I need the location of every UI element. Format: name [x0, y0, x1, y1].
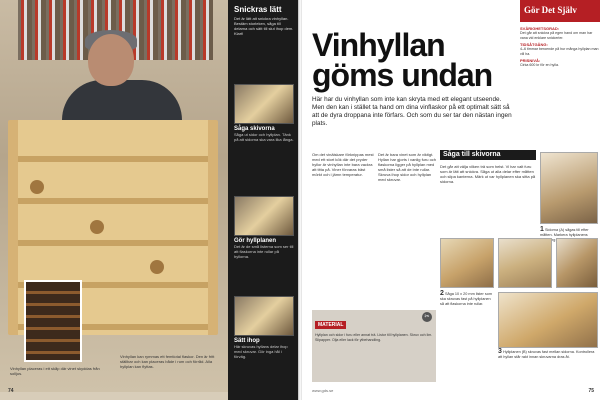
section-heading: Såga till skivorna	[440, 150, 536, 160]
step-2-caption	[440, 292, 494, 306]
sidebar-intro: Det är lätt att snickra vinhyllan. Bestäm storleken, såga till delarna och sätt till slut ihop dem. Klart!	[234, 16, 294, 36]
step-photo	[234, 296, 294, 336]
step-2-photo-c	[556, 238, 598, 288]
shelf-peg	[30, 180, 44, 194]
step-text: Det är de små listerna som ser till att flaskorna inte rullar på hyllorna.	[234, 244, 294, 259]
step-photo	[234, 84, 294, 124]
fact-text: Cirka 600 kr för en hylla.	[520, 63, 559, 68]
page-number-right: 75	[588, 388, 594, 394]
body-column-2: Det är bara vinet som är viktigt. Hyllan har gjorts i vanlig furu och flaskorna ligger på hyllplan med små lister så att de inte rullar. Skruva ihop sidor och hyllplan med skruvar.	[378, 152, 437, 182]
step-text: Såga ut sidor och hyllplan. Tänk på att sidorna ska vara lika långa.	[234, 132, 294, 142]
step-title: Såga skivorna	[234, 126, 275, 132]
caption-inset: Vinhyllan placeras i ett skåp där vinet skyddas från solljus.	[10, 366, 100, 376]
sidebar-steps	[228, 0, 300, 400]
material-box	[312, 310, 436, 382]
sidebar-step	[234, 84, 294, 142]
step-text: Hyllplanen (B) skruvas fast mellan sidorna. Kontrollera att hyllan står rakt innan skruvarna dras åt.	[498, 350, 595, 359]
right-page	[302, 0, 600, 400]
caption-main: Vinhyllan kan rymmas ett femtiotal flaskor. Den är fritt ställbar och kan placeras både i rum och förråd. Alla hyllplan kan flyttas.	[120, 354, 215, 369]
material-text: Hyllplan och sidor i furu eller annat trä. Listor till hyllplanen. Skruv och lim. Slipapper. Olja eller lack för ytbehandling.	[315, 333, 433, 342]
fact-heading: PRISNIVÅ:	[520, 58, 541, 64]
sidebar-step	[234, 296, 294, 359]
brand-logo: Gör Det Själv	[520, 0, 600, 22]
step-1-photo	[540, 152, 598, 224]
wine-cabinet-inset-photo	[24, 280, 82, 362]
step-2-photo-b	[498, 238, 552, 288]
fact-heading: SVÅRIGHETSGRAD:	[520, 26, 560, 31]
body-column-1: Om det vinälskare förknippas mest med ett stort kök där det pryder hyllor är vinhyllan inte bara vackra att titta på. Viner förvaras bäst mörkt och i jämn temperatur.	[312, 152, 374, 177]
step-number: 1	[540, 226, 544, 233]
step-text: Såga 10 x 20 mm lister som ska skruvas fast på hyllplanen så att flaskorna inte rullar.	[440, 292, 493, 306]
man-head	[88, 34, 134, 86]
body-column-3: Det går att välja vilken trä som helst. Vi har valt furu som är lätt att snickra. Såga ut alla delar efter måtten och slipa kanterna. Märk ut var hyllplanen ska sitta på sidorna.	[440, 164, 536, 184]
shelf-peg	[150, 260, 164, 274]
fact-text: Det går att snickra på egen hand om man har vana vid enklare snickerier.	[520, 31, 593, 40]
step-text: Här skruvas hyllans delar ihop med skruvar. Gör inga hål i förväg.	[234, 344, 288, 359]
sidebar-step	[234, 196, 294, 259]
step-3-photo	[498, 292, 598, 348]
material-title: MATERIAL	[315, 321, 346, 329]
step-number: 3	[498, 348, 502, 355]
step-2-photo	[440, 238, 494, 288]
shelf-peg	[90, 220, 104, 234]
step-title: Sätt ihop	[234, 338, 260, 344]
fact-text: 4–6 timmar beroende på hur många hyllplan man vill ha.	[520, 47, 599, 56]
step-title: Gör hyllplanen	[234, 238, 277, 244]
tool-icon: ✂	[422, 312, 432, 322]
step-text: Sidorna (A) sågas till efter måtten. Markera hyllplanens	[540, 228, 589, 237]
article-headline: Vinhyllan göms undan	[312, 27, 493, 93]
main-photo	[0, 0, 228, 392]
step-3-caption	[498, 350, 598, 360]
site-url: www.gds.se	[312, 388, 334, 393]
page-number-left: 74	[8, 388, 14, 394]
fact-heading: TIDSÅTGÅNG:	[520, 42, 548, 48]
step-photo	[234, 196, 294, 236]
step-number: 2	[440, 290, 444, 297]
project-facts	[520, 24, 600, 68]
sidebar-title: Snickras lätt	[234, 5, 282, 14]
article-intro: Här har du vinhyllan som inte kan skryta med ett elegant utseende. Men den kan i stället ta hand om dina vinflaskor på ett optimalt sätt så att de dyra droppana inte förfars. Och som du ser tar den nästan ingen plats.	[312, 96, 512, 127]
